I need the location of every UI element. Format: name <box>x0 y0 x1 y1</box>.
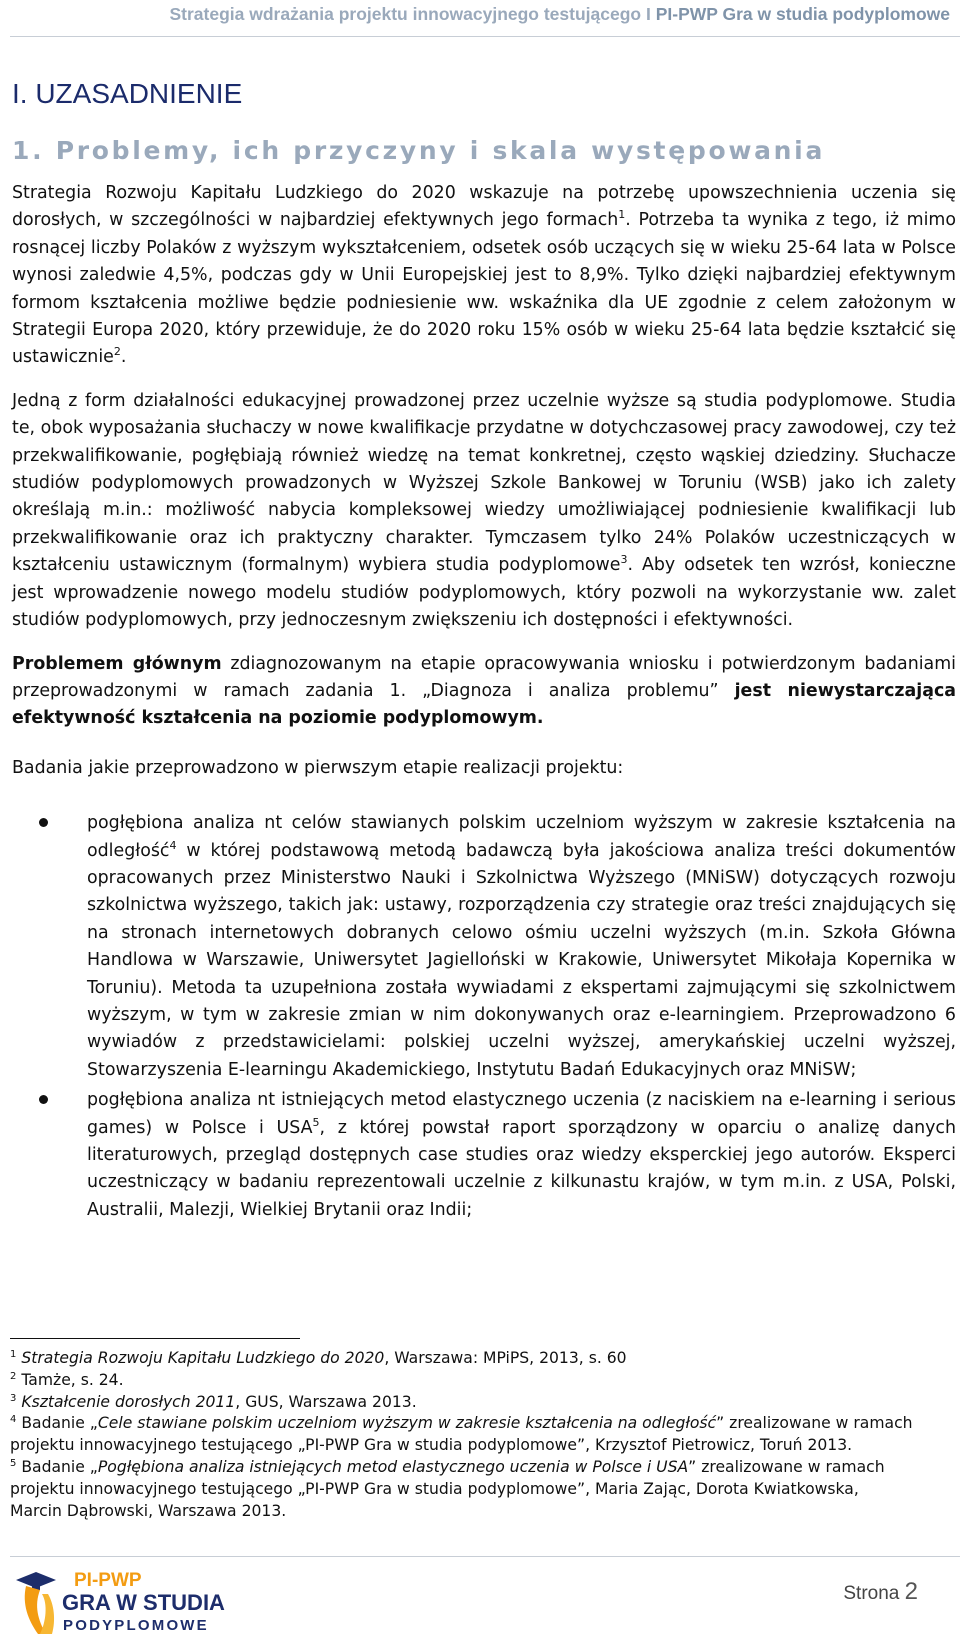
footnote-5-pre: Badanie „ <box>16 1457 98 1476</box>
footnote-2 <box>10 1370 915 1392</box>
header-rule <box>10 36 960 37</box>
footnote-5-number: 5 <box>10 1457 17 1469</box>
main-content <box>12 74 956 1227</box>
footnote-5-text: ” zrealizowane w ramach projektu innowacyjnego testującego „PI-PWP Gra w studia podyplomowe”, Maria Zając, Dorota Kwiatkowska, Marcin Dąbrowski, Warszawa 2013. <box>10 1457 885 1520</box>
page-number-value: 2 <box>904 1578 918 1605</box>
footnote-4-pre: Badanie „ <box>16 1414 98 1433</box>
footnote-4 <box>10 1413 915 1457</box>
footnote-1-title: Strategia Rozwoju Kapitału Ludzkiego do 2020 <box>21 1349 385 1367</box>
page-label: Strona <box>843 1583 900 1604</box>
paragraph-3-bold-b: jest niewystarczająca efektywność kształcenia na poziomie podyplomowym <box>12 680 956 729</box>
footnote-2-number: 2 <box>10 1370 17 1382</box>
research-list <box>12 810 956 1224</box>
footnotes <box>10 1348 915 1522</box>
paragraph-1-text-c: . <box>120 347 127 368</box>
footnote-ref-2: 2 <box>113 345 121 359</box>
subsection-title: 1. Problemy, ich przyczyny i skala występowania <box>12 136 826 165</box>
paragraph-3-end: . <box>536 708 544 729</box>
list-item-1-text-a: pogłębiona analiza nt celów stawianych polskim uczelniom wyższym w zakresie kształcenia na odległość <box>87 813 956 861</box>
footnote-4-text: ” zrealizowane w ramach projektu innowacyjnego testującego „PI-PWP Gra w studia podyplomowe”, Krzysztof Pietrowicz, Toruń 2013. <box>10 1414 913 1455</box>
footer-rule <box>10 1556 960 1557</box>
footnote-1 <box>10 1348 915 1370</box>
logo-text-1: PI-PWP <box>74 1570 142 1591</box>
footnote-1-number: 1 <box>10 1348 17 1360</box>
footnote-separator <box>10 1338 300 1339</box>
footnote-3-text: , GUS, Warszawa 2013. <box>235 1392 417 1411</box>
paragraph-3 <box>12 651 956 733</box>
paragraph-3-bold-a: Problemem głównym <box>12 653 222 674</box>
footnote-3-title: Kształcenie dorosłych 2011 <box>21 1392 236 1411</box>
bullet-icon <box>39 1095 48 1104</box>
paragraph-2 <box>12 388 956 635</box>
running-header-prefix: Strategia wdrażania projektu innowacyjnego testującego I <box>169 4 656 24</box>
section-title: I. UZASADNIENIE <box>12 78 243 109</box>
paragraph-1 <box>12 180 956 372</box>
footnote-5 <box>10 1457 915 1522</box>
running-header <box>10 4 950 25</box>
footnote-ref-5: 5 <box>312 1115 320 1129</box>
footnote-3 <box>10 1392 915 1414</box>
footnote-4-number: 4 <box>10 1414 17 1426</box>
footnote-5-title: Pogłębiona analiza istniejących metod elastycznego uczenia w Polsce i USA <box>97 1457 689 1476</box>
list-item <box>12 1087 956 1224</box>
paragraph-4: Badania jakie przeprowadzono w pierwszym etapie realizacji projektu: <box>12 757 624 778</box>
paragraph-2-text-b: . Aby odsetek ten wzrósł, konieczne jest wprowadzenie nowego modelu studiów podyplomowych, który pozwoli na wykorzystanie ww. zalet studiów podyplomowych, przy jednoczesnym zwiększeniu ich dostępności i efektywności. <box>12 555 956 631</box>
footnote-2-text: Tamże, s. 24. <box>21 1370 124 1389</box>
list-item-1-text-b: w której podstawową metodą badawczą była jakościowa analiza treści dokumentów opracowanych przez Ministerstwo Nauki i Szkolnictwa Wyższego (MNiSW) dotyczących rozwoju szkolnictwa wyższego, takich jak: ustawy, rozporządzenia czy strategie oraz treści znajdujących się na stronach internetowych dobranych celowo ośmiu uczelni wyższych (m.in. Szkoła Główna Handlowa w Warszawie, Uniwersytet Jagielloński w Krakowie, Uniwersytet Mikołaja Kopernika w Toruniu). Metoda ta uzupełniona została wywiadami z ekspertami zajmującymi się szkolnictwem wyższym, w tym w zakresie zmian w nim dokonywanych oraz e-learningiem. Przeprowadzono 6 wywiadów z przedstawicielami: polskiej uczelni wyższej, amerykańskiej uczelni wyższej, Stowarzyszenia E-learningu Akademickiego, Instytutu Badań Edukacyjnych oraz MNiSW; <box>87 840 956 1080</box>
footnote-ref-1: 1 <box>618 208 626 222</box>
bullet-icon <box>39 818 48 827</box>
footnote-ref-4: 4 <box>169 838 177 852</box>
footnote-ref-3: 3 <box>620 553 628 567</box>
list-item-2-text-a: pogłębiona analiza nt istniejących metod elastycznego uczenia (z naciskiem na e-learning i serious games) w Polsce i USA <box>87 1090 956 1138</box>
paragraph-1-text-a: Strategia Rozwoju Kapitału Ludzkiego do 2020 wskazuje na potrzebę upowszechnienia uczenia się dorosłych, w szczególności w najbardziej efektywnych jego formach <box>12 183 956 231</box>
paragraph-1-text-b: . Potrzeba ta wynika z tego, iż mimo rosnącej liczby Polaków z wyższym wykształceniem, odsetek osób uczących się w wieku 25-64 lata w Polsce wynosi zaledwie 4,5%, podczas gdy w Unii Europejskiej jest to 8,9%. Tylko dzięki najbardziej efektywnym formom kształcenia możliwe będzie podniesienie ww. wskaźnika dla UE zgodnie z celem założonym w Strategii Europa 2020, który przewiduje, że do 2020 roku 15% osób w wieku 25-64 lata będzie kształcić się ustawicznie <box>12 210 956 368</box>
paragraph-2-text-a: Jedną z form działalności edukacyjnej prowadzonej przez uczelnie wyższe są studia podyplomowe. Studia te, obok wyposażania słuchaczy w nowe kwalifikacje przydatne w dotychczasowej pracy zawodowej, czy też przekwalifikowanie, pogłębiają również wiedzę na temat konkretnej, często wąskiej dziedziny. Słuchacze studiów podyplomowych prowadzonych w Wyższej Szkole Bankowej w Toruniu (WSB) jako ich zalety określają m.in.: możliwość nabycia kompleksowej wiedzy umożliwiającej podniesienie kwalifikacji lub przekwalifikowanie oraz ich praktyczny charakter. Tymczasem tylko 24% Polaków uczestniczących w kształceniu ustawicznym (formalnym) wybiera studia podyplomowe <box>12 390 956 576</box>
footnote-1-text: , Warszawa: MPiPS, 2013, s. 60 <box>384 1349 627 1367</box>
paragraph-3-text: zdiagnozowanym na etapie opracowywania wniosku i potwierdzonym badaniami przeprowadzonymi w ramach zadania 1. „Diagnoza i analiza problemu” <box>12 653 956 701</box>
graduate-figure-icon <box>16 1572 56 1634</box>
running-header-project: PI-PWP Gra w studia podyplomowe <box>655 4 950 24</box>
footnote-3-number: 3 <box>10 1392 17 1404</box>
footnote-4-title: Cele stawiane polskim uczelniom wyższym w zakresie kształcenia na odległość <box>97 1414 717 1433</box>
logo-text-2: GRA W STUDIA <box>62 1590 225 1615</box>
project-logo <box>12 1564 242 1636</box>
page-number <box>843 1578 918 1606</box>
list-item-2-text-b: , z której powstał raport sporządzony w oparciu o analizę danych literaturowych, przegląd dostępnych case studies oraz wiedzy eksperckiej jego autorów. Eksperci uczestniczący w badaniu reprezentowali uczelnie z kilkunastu krajów, w tym m.in. z USA, Polski, Australii, Malezji, Wielkiej Brytanii oraz Indii; <box>87 1117 956 1220</box>
logo-text-3: PODYPLOMOWE <box>63 1617 209 1634</box>
list-item <box>12 810 956 1084</box>
